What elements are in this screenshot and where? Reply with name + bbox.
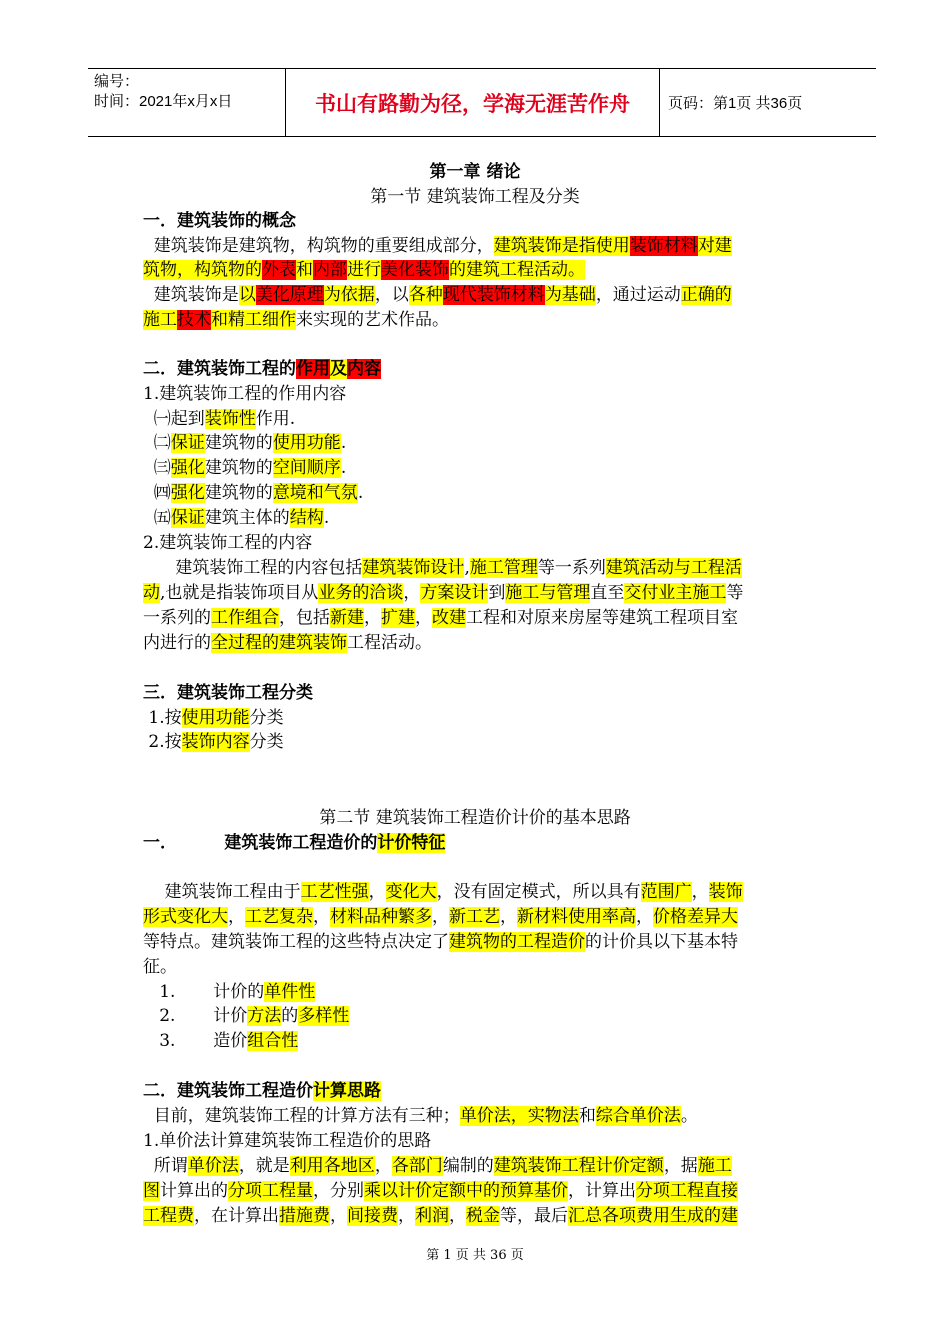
text-run: ， [368, 882, 386, 902]
text-run: ㈢ [143, 458, 171, 478]
highlighted-text: 为基础 [544, 285, 596, 305]
s2-paragraph-line [143, 1154, 823, 1179]
text-run: ㈤ [143, 508, 171, 528]
text-run: 建筑装饰是 [143, 285, 239, 305]
list-item [143, 431, 823, 456]
highlighted-text: 分项工程量 [228, 1181, 313, 1201]
highlighted-text: 正确的 [680, 285, 732, 305]
highlighted-text: 单件性 [264, 982, 316, 1002]
text-run: ， [313, 907, 330, 927]
text-run: ，没有固定模式，所以具有 [436, 882, 641, 902]
text-run: 建筑装饰工程的内容包括 [143, 558, 363, 578]
s1-paragraph-line [143, 308, 823, 333]
text-run: . [323, 508, 330, 528]
page-label: 页码：第1页 共36页 [668, 95, 803, 112]
s1-paragraph-line [143, 258, 823, 283]
text-run: 工程活动。 [347, 633, 432, 653]
highlighted-text: 作用 [296, 359, 330, 379]
highlighted-text: 改建 [432, 608, 466, 628]
text-run: 建筑装饰是建筑物，构筑物的重要组成部分， [143, 236, 494, 256]
highlighted-text: 各部门 [391, 1156, 443, 1176]
highlighted-text: 装饰内容 [181, 732, 250, 752]
highlighted-text: 扩建 [381, 608, 415, 628]
text-run: ， [415, 608, 432, 628]
highlighted-text: 装饰性 [204, 409, 256, 429]
text-run: 来实现的艺术作品。 [296, 310, 449, 330]
highlighted-text: 空间顺序 [272, 458, 341, 478]
text-run: 2.按 [143, 732, 182, 752]
s1-paragraph-line [143, 283, 823, 308]
list-item [143, 980, 823, 1005]
s1-heading-role [143, 357, 823, 382]
highlighted-text: 多样性 [298, 1006, 350, 1026]
highlighted-text: 装饰 [708, 882, 743, 902]
highlighted-text: 内容 [347, 359, 381, 379]
highlighted-text: 范围广 [640, 882, 692, 902]
text-run: ，据 [663, 1156, 698, 1176]
highlighted-text: 对建 [697, 236, 732, 256]
highlighted-text: 建筑装饰设计 [362, 558, 465, 578]
text-run: 建筑物的 [204, 433, 273, 453]
highlighted-text: 及 [330, 359, 347, 379]
highlighted-text: 筑物，构筑物的 [143, 260, 262, 280]
text-run: ， [228, 907, 245, 927]
highlighted-text: 工艺复杂 [245, 907, 313, 927]
highlighted-text: 强化 [170, 458, 205, 478]
text-run: 1. 计价的 [143, 982, 265, 1002]
highlighted-text: 税金 [466, 1206, 500, 1226]
highlighted-text: 单价法 [187, 1156, 239, 1176]
text-run: 建筑物的 [204, 458, 273, 478]
text-run: 二．建筑装饰工程造价 [143, 1081, 313, 1101]
text-run: 和 [578, 1106, 596, 1126]
text-run: ㈣ [143, 483, 171, 503]
text-run: ， [403, 583, 421, 603]
s2-paragraph-line [143, 880, 823, 905]
text-run: ，以 [374, 285, 409, 305]
highlighted-text: 使用功能 [181, 708, 250, 728]
highlighted-text: 业务的洽谈 [318, 583, 404, 603]
text-run: 等一系列 [537, 558, 606, 578]
highlighted-text: 和 [296, 260, 313, 280]
highlighted-text: 价格差异大 [653, 907, 738, 927]
highlighted-text: 分项工程直接 [636, 1181, 738, 1201]
list-item [143, 456, 823, 481]
highlighted-text: 建筑装饰工程计价定额 [493, 1156, 664, 1176]
highlighted-text: 组合性 [247, 1031, 299, 1051]
header-meta-cell [88, 69, 286, 136]
s1-heading-classification: 三．建筑装饰工程分类 [143, 683, 313, 703]
text-run: ， [374, 1156, 392, 1176]
highlighted-text: 为依据 [323, 285, 375, 305]
highlighted-text: 工作组合 [211, 608, 279, 628]
s2-paragraph-line [143, 905, 823, 930]
text-run: ，计算出 [568, 1181, 636, 1201]
highlighted-text: 美化原理 [255, 285, 324, 305]
text-run: . [340, 458, 347, 478]
highlighted-text: 结构 [289, 508, 324, 528]
highlighted-text: 计算思路 [313, 1081, 381, 1101]
text-run: ，就是 [238, 1156, 290, 1176]
s1-paragraph-line [143, 606, 823, 631]
text-run: 计算出的 [160, 1181, 228, 1201]
text-run: 内进行的 [143, 633, 211, 653]
highlighted-text: 变化大 [385, 882, 437, 902]
s2-heading-calculation [143, 1079, 823, 1104]
text-run: 一系列的 [143, 608, 211, 628]
highlighted-text: 全过程的建筑装饰 [211, 633, 347, 653]
text-run: ， [398, 1206, 415, 1226]
s2-paragraph-line [143, 1179, 823, 1204]
text-run: 到 [488, 583, 506, 603]
text-run: ㈠起到 [143, 409, 205, 429]
highlighted-text: 施工 [143, 310, 177, 330]
highlighted-text: 乘以计价定额中的预算基价 [364, 1181, 568, 1201]
page-footer: 第 1 页 共 36 页 [426, 1248, 524, 1263]
text-run: . [340, 433, 347, 453]
text-run: ， [330, 1206, 347, 1226]
highlighted-text: 使用功能 [272, 433, 341, 453]
highlighted-text: 美化装饰 [381, 260, 449, 280]
highlighted-text: 现代装饰材料 [442, 285, 545, 305]
s1-subheading: 1.建筑装饰工程的作用内容 [143, 384, 347, 404]
highlighted-text: 保证 [170, 508, 205, 528]
number-label: 编号： [94, 73, 140, 90]
text-run: 二．建筑装饰工程的 [143, 359, 296, 379]
highlighted-text: 建筑装饰是指使用 [493, 236, 630, 256]
text-run: ， [432, 907, 449, 927]
text-run: 直至 [590, 583, 625, 603]
highlighted-text: 以 [238, 285, 256, 305]
text-run: 分类 [249, 732, 284, 752]
text-run: 等 [726, 583, 744, 603]
highlighted-text: 新材料使用率高 [517, 907, 636, 927]
text-run: ㈡ [143, 433, 171, 453]
highlighted-text: 装饰材料 [629, 236, 698, 256]
highlighted-text: 利用各地区 [289, 1156, 375, 1176]
text-run: 建筑装饰工程由于 [143, 882, 301, 902]
s2-heading-features [143, 831, 823, 856]
s1-subheading: 2.建筑装饰工程的内容 [143, 533, 313, 553]
time-label: 时间：2021年x月x日 [94, 93, 233, 110]
text-run: ， [500, 907, 517, 927]
list-item [143, 706, 823, 731]
text-run: ，包括 [279, 608, 330, 628]
highlighted-text: 外表 [262, 260, 296, 280]
highlighted-text: 形式变化大 [143, 907, 228, 927]
list-item [143, 730, 823, 755]
highlighted-text: 计价特征 [377, 833, 446, 853]
highlighted-text: 进行 [347, 260, 381, 280]
section1-title: 第一节 建筑装饰工程及分类 [370, 187, 580, 207]
s2-paragraph-line: 征。 [143, 957, 177, 977]
highlighted-text: 间接费 [347, 1206, 398, 1226]
text-run: ， [364, 608, 381, 628]
s2-paragraph-line [143, 1104, 823, 1129]
highlighted-text: 施工 [697, 1156, 732, 1176]
list-item [143, 1004, 823, 1029]
highlighted-text: 方案设计 [420, 583, 489, 603]
text-run: 等，最后 [500, 1206, 568, 1226]
highlighted-text: 方法 [247, 1006, 282, 1026]
highlighted-text: 施工管理 [469, 558, 538, 578]
highlighted-text: 动 [143, 583, 160, 603]
chapter-title: 第一章 绪论 [429, 162, 521, 182]
text-run: ，在计算出 [194, 1206, 279, 1226]
highlighted-text: 材料品种繁多 [330, 907, 432, 927]
text-run: 目前，建筑装饰工程的计算方法有三种； [143, 1106, 460, 1126]
text-run: ，通过运动 [595, 285, 681, 305]
highlighted-text: 建筑活动与工程活 [605, 558, 742, 578]
s1-paragraph-line [143, 581, 823, 606]
text-run: 建筑物的 [204, 483, 273, 503]
s2-subheading: 1.单价法计算建筑装饰工程造价的思路 [143, 1131, 432, 1151]
text-run: 3. 造价 [143, 1031, 248, 1051]
text-run: 作用. [255, 409, 296, 429]
text-run: 2. 计价 [143, 1006, 248, 1026]
text-run: 编制的 [442, 1156, 494, 1176]
motto: 书山有路勤为径，学海无涯苦作舟 [286, 69, 660, 136]
text-run: ， [636, 907, 653, 927]
s1-paragraph-line [143, 631, 823, 656]
s1-heading-concept: 一．建筑装饰的概念 [143, 211, 296, 231]
highlighted-text: 图 [143, 1181, 160, 1201]
highlighted-text: 汇总各项费用生成的建 [568, 1206, 738, 1226]
text-run: . [357, 483, 364, 503]
highlighted-text: 的建筑工程活动。 [449, 260, 585, 280]
text-run: 建筑主体的 [204, 508, 290, 528]
text-run: 1.按 [143, 708, 182, 728]
text-run: 。 [680, 1106, 698, 1126]
text-run: ，分别 [313, 1181, 364, 1201]
highlighted-text: 施工与管理 [505, 583, 591, 603]
highlighted-text: 内部 [313, 260, 347, 280]
s2-paragraph-line [143, 1204, 823, 1229]
text-run: ， [449, 1206, 466, 1226]
text-run: 工程和对原来房屋等建筑工程项目室 [466, 608, 738, 628]
highlighted-text: 建筑物的工程造价 [449, 932, 585, 952]
highlighted-text: 各种 [408, 285, 443, 305]
highlighted-text: 保证 [170, 433, 205, 453]
text-run: 的 [281, 1006, 299, 1026]
highlighted-text: 新工艺 [449, 907, 500, 927]
highlighted-text: 综合单价法 [595, 1106, 681, 1126]
section2-title: 第二节 建筑装饰工程造价计价的基本思路 [319, 808, 631, 828]
highlighted-text: 单价法，实物法 [459, 1106, 579, 1126]
list-item [143, 407, 823, 432]
text-run: 所谓 [143, 1156, 188, 1176]
list-item [143, 1029, 823, 1054]
highlighted-text: 利润 [415, 1206, 449, 1226]
highlighted-text: 强化 [170, 483, 205, 503]
text-run: 分类 [249, 708, 284, 728]
highlighted-text: 工程费 [143, 1206, 194, 1226]
s1-paragraph-line [143, 556, 823, 581]
text-run: , [464, 558, 470, 578]
text-run: 一． 建筑装饰工程造价的 [143, 833, 378, 853]
highlighted-text: 工艺性强 [300, 882, 369, 902]
s1-paragraph-line [143, 234, 823, 259]
highlighted-text: 和精工细作 [211, 310, 296, 330]
header-table [88, 68, 876, 137]
highlighted-text: 新建 [330, 608, 364, 628]
text-run: ,也就是指装饰项目从 [160, 583, 319, 603]
s2-paragraph-line [143, 930, 823, 955]
list-item [143, 481, 823, 506]
highlighted-text: 交付业主施工 [624, 583, 727, 603]
highlighted-text: 措施费 [279, 1206, 330, 1226]
text-run: 等特点。建筑装饰工程的这些特点决定了 [143, 932, 449, 952]
highlighted-text: 技术 [177, 310, 211, 330]
highlighted-text: 意境和气氛 [272, 483, 358, 503]
text-run: 的计价具以下基本特 [585, 932, 738, 952]
text-run: ， [691, 882, 709, 902]
list-item [143, 506, 823, 531]
